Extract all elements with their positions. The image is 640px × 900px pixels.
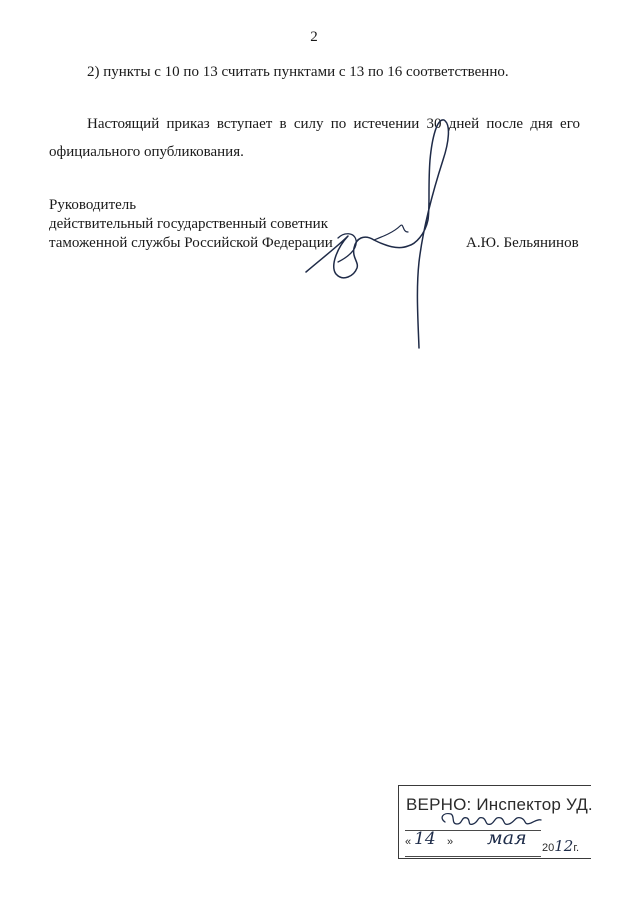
stamp-certification-text: ВЕРНО: Инспектор УД. (406, 795, 593, 814)
signer-position-line-1: Руководитель (49, 197, 137, 213)
stamp-close-quote: » (447, 836, 454, 848)
stamp-year-suffix: 12 (554, 837, 574, 855)
paragraph-effective-date: Настоящий приказ вступает в силу по истечении 30 дней после дня его официального опубликования. (49, 116, 580, 160)
signer-position-line-3: таможенной службы Российской Федерации (49, 235, 333, 251)
signature-stroke-tail (374, 225, 408, 240)
stamp-date-year (542, 837, 579, 855)
stamp-date-underline (405, 856, 541, 857)
page-number: 2 (310, 29, 318, 45)
certification-stamp (398, 785, 591, 859)
signature-stroke-loop (338, 234, 356, 262)
stamp-year-prefix: 20 (542, 842, 555, 854)
stamp-year-unit: г. (573, 842, 580, 854)
stamp-open-quote: « (405, 836, 412, 848)
signature-block (49, 196, 333, 253)
stamp-date-day: 14 (414, 829, 436, 849)
surname-stroke (442, 814, 541, 825)
signer-position-line-2: действительный государственный советник (49, 216, 329, 232)
signer-name: А.Ю. Бельянинов (466, 235, 579, 251)
paragraph-amendment: 2) пункты с 10 по 13 считать пунктами с 13 по 16 соответственно. (87, 64, 509, 80)
stamp-date-month: мая (487, 827, 527, 849)
